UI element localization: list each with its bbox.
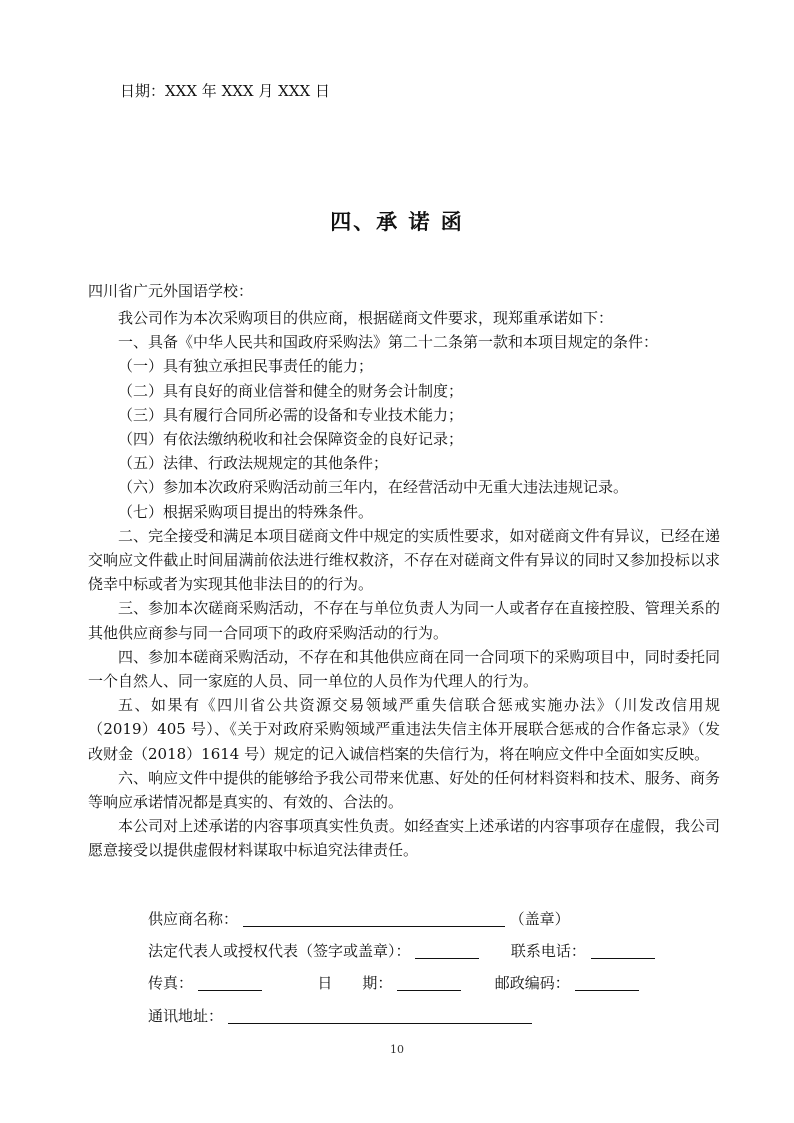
phone-field[interactable] (591, 942, 655, 959)
postcode-field[interactable] (575, 974, 639, 991)
address-field[interactable] (228, 1007, 532, 1024)
paragraph: （七）根据采购项目提出的特殊条件。 (118, 502, 374, 521)
commitment-body (88, 306, 720, 863)
page-number: 10 (390, 1043, 404, 1056)
address-label: 通讯地址： (148, 1007, 224, 1025)
paragraph: （二）具有良好的商业信誉和健全的财务会计制度； (118, 381, 464, 400)
fax-label: 传真： (148, 974, 194, 992)
fax-date-postcode-row (148, 972, 639, 993)
date-field[interactable] (397, 974, 461, 991)
date-line: 日期：XXX 年 XXX 月 XXX 日 (120, 82, 330, 100)
paragraph: （四）有依法缴纳税收和社会保障资金的良好记录； (118, 430, 464, 449)
paragraph: 四、参加本磋商采购活动，不存在和其他供应商在同一合同项下的采购项目中，同时委托同一个自然人、同一家庭的人员、同一单位的人员作为代理人的行为。 (88, 647, 720, 691)
supplier-name-label: 供应商名称： (148, 910, 239, 928)
paragraph: 五、如果有《四川省公共资源交易领域严重失信联合惩戒实施办法》（川发改信用规（2019）405 号）、《关于对政府采购领域严重违法失信主体开展联合惩戒的合作备忘录》（发改财金（2018）1614 号）规定的记入诚信档案的失信行为，将在响应文件中全面如实反映。 (88, 696, 720, 763)
paragraph: 一、具备《中华人民共和国政府采购法》第二十二条第一款和本项目规定的条件： (118, 333, 659, 352)
paragraph: 三、参加本次磋商采购活动，不存在与单位负责人为同一人或者存在直接控股、管理关系的其他供应商参与同一合同项下的政府采购活动的行为。 (88, 599, 720, 642)
paragraph: 我公司作为本次采购项目的供应商，根据磋商文件要求，现郑重承诺如下： (118, 309, 614, 327)
date-label: 日 期： (317, 974, 393, 992)
phone-label: 联系电话： (510, 942, 586, 960)
legal-rep-field[interactable] (415, 942, 479, 959)
paragraph: （一）具有独立承担民事责任的能力； (118, 357, 374, 376)
legal-rep-label: 法定代表人或授权代表（签字或盖章）： (148, 942, 411, 960)
address-row (148, 1005, 532, 1026)
paragraph: 本公司对上述承诺的内容事项真实性负责。如经查实上述承诺的内容事项存在虚假，我公司愿意接受以提供虚假材料谋取中标追究法律责任。 (88, 817, 720, 860)
seal-label: （盖章） (509, 910, 570, 928)
paragraph: 二、完全接受和满足本项目磋商文件中规定的实质性要求，如对磋商文件有异议，已经在递交响应文件截止时间届满前依法进行维权救济，不存在对磋商文件有异议的同时又参加投标以求侥幸中标或者为实现其他非法目的的行为。 (88, 526, 720, 594)
fax-field[interactable] (198, 974, 262, 991)
paragraph: （三）具有履行合同所必需的设备和专业技术能力； (118, 405, 464, 424)
postcode-label: 邮政编码： (494, 974, 570, 992)
addressee: 四川省广元外国语学校： (88, 282, 254, 300)
paragraph: （六）参加本次政府采购活动前三年内，在经营活动中无重大违法违规记录。 (118, 478, 629, 497)
supplier-name-row (148, 908, 570, 929)
legal-rep-row (148, 940, 655, 961)
supplier-name-field[interactable] (243, 910, 505, 927)
paragraph: 六、响应文件中提供的能够给予我公司带来优惠、好处的任何材料资料和技术、服务、商务等响应承诺情况都是真实的、有效的、合法的。 (88, 768, 720, 812)
paragraph: （五）法律、行政法规规定的其他条件； (118, 454, 389, 473)
page-title: 四、承 诺 函 (330, 209, 464, 234)
